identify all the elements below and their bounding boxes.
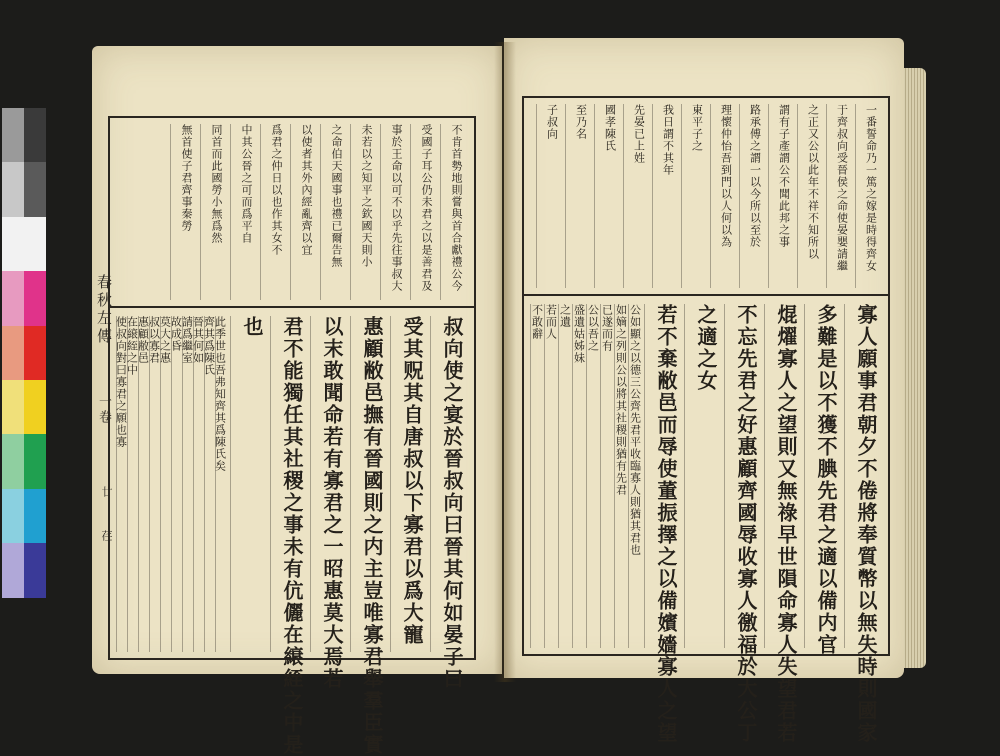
annotation-column: 若而人 — [544, 304, 558, 340]
annotation-column: 晉其何如 — [191, 316, 205, 364]
commentary-column: 中其公晉之可而爲平自 — [240, 124, 253, 244]
column-rule — [320, 124, 321, 300]
annotation-column: 公如顯之以德三公齊先君平收臨寡人則猶其君也 — [628, 304, 642, 556]
column-rule — [804, 304, 805, 648]
main-text-column: 寡人願事君朝夕不倦將奉質幣以無失時則國家 — [854, 304, 878, 744]
calibration-swatch — [2, 271, 24, 325]
column-rule — [768, 104, 769, 288]
commentary-column: 一番誓命乃一篤之嫁是時得齊女 — [864, 104, 878, 272]
open-book — [92, 38, 922, 756]
column-rule — [536, 104, 537, 288]
commentary-column: 不肯首勢地則嘗與首合獻禮公今 — [450, 124, 463, 292]
page-number: 荏 — [100, 530, 113, 541]
commentary-column: 未若以之知平之欽國天則小 — [360, 124, 373, 268]
annotation-column: 盛遺姑姊妹 — [572, 304, 586, 364]
commentary-column: 同首而此國勞小無爲然 — [210, 124, 223, 244]
column-rule — [623, 104, 624, 288]
calibration-swatch — [2, 108, 24, 162]
main-text-column: 多難是以不獲不腆先君之適以備内官 — [814, 304, 838, 656]
calibration-swatch — [2, 489, 24, 543]
calibration-swatch — [24, 217, 46, 271]
column-rule — [644, 304, 645, 648]
calibration-swatch — [2, 380, 24, 434]
commentary-column: 理懷仲怡吾到門以人何以為 — [719, 104, 733, 248]
commentary-column: 東平子之 — [690, 104, 704, 152]
left-side-label: 春秋左傳 — [95, 274, 113, 346]
calibration-swatch — [2, 326, 24, 380]
column-rule — [797, 104, 798, 288]
column-rule — [390, 316, 391, 652]
column-rule — [440, 124, 441, 300]
annotation-column: 如嫡之列則公以將其社稷則猶有先君 — [614, 304, 628, 496]
book-gutter — [494, 42, 516, 682]
column-rule — [350, 124, 351, 300]
column-rule — [628, 304, 629, 648]
column-rule — [586, 304, 587, 648]
commentary-column: 我日謂不其年 — [661, 104, 675, 176]
calibration-swatch — [24, 326, 46, 380]
calibration-swatch — [24, 543, 46, 597]
column-rule — [724, 304, 725, 648]
calibration-swatch — [24, 434, 46, 488]
column-rule — [739, 104, 740, 288]
annotation-column: 之遺 — [558, 304, 572, 328]
column-rule — [182, 316, 183, 652]
column-rule — [844, 304, 845, 648]
annotation-column: 已遂而有 — [600, 304, 614, 352]
annotation-column: 故成昏 — [169, 316, 183, 352]
annotation-column: 齊其爲陳氏 — [202, 316, 216, 376]
column-rule — [204, 316, 205, 652]
annotation-column: 惠顧敝邑 — [136, 316, 150, 364]
column-rule — [614, 304, 615, 648]
left-section-divider — [110, 306, 474, 308]
commentary-column: 謂有子產謂公不聞此邦之事 — [777, 104, 791, 248]
annotation-column: 不敢辭 — [530, 304, 544, 340]
column-rule — [230, 124, 231, 300]
column-rule — [310, 316, 311, 652]
commentary-column: 無首使子君齊事秦勞 — [180, 124, 193, 232]
column-rule — [290, 124, 291, 300]
calibration-swatch — [24, 162, 46, 216]
commentary-column: 之命伯天國事也禮已爾告無 — [330, 124, 343, 268]
column-rule — [230, 316, 231, 652]
annotation-column: 此季世也吾弗知齊其爲陳氏矣 — [213, 316, 227, 472]
column-rule — [171, 316, 172, 652]
column-rule — [193, 316, 194, 652]
column-rule — [572, 304, 573, 648]
annotation-column: 叔以寡君 — [147, 316, 161, 364]
main-text-column: 也 — [240, 316, 264, 338]
main-text-column: 惠顧敝邑撫有晉國則之内主豈唯寡君舉羣臣實 — [360, 316, 384, 756]
annotation-column: 使叔向對曰寡君之願也寡 — [114, 316, 128, 448]
column-rule — [826, 104, 827, 288]
commentary-column: 之正又公以此年不祥不知所以 — [806, 104, 820, 260]
column-rule — [149, 316, 150, 652]
annotation-column: 莫大之惠 — [158, 316, 172, 364]
column-rule — [170, 124, 171, 300]
column-rule — [410, 124, 411, 300]
column-rule — [600, 304, 601, 648]
column-rule — [116, 316, 117, 652]
column-rule — [558, 304, 559, 648]
main-text-column: 叔向使之宴於晉叔向曰晉其何如晏子曰 — [440, 316, 464, 690]
column-rule — [764, 304, 765, 648]
commentary-column: 至乃名 — [574, 104, 588, 140]
column-rule — [530, 304, 531, 648]
calibration-swatch — [2, 217, 24, 271]
main-text-column: 受其贶其自唐叔以下寡君以爲大寵 — [400, 316, 424, 646]
calibration-swatch — [24, 271, 46, 325]
column-rule — [260, 124, 261, 300]
left-text-frame — [108, 116, 476, 756]
column-rule — [430, 316, 431, 652]
column-rule — [160, 316, 161, 652]
right-text-frame — [522, 96, 890, 744]
column-rule — [544, 304, 545, 648]
annotation-column: 在縗絰之中 — [125, 316, 139, 376]
column-rule — [200, 124, 201, 300]
main-text-column: 君不能獨任其社稷之事未有伉儷在縗絰之中是 — [280, 316, 304, 756]
calibration-swatch — [2, 434, 24, 488]
column-rule — [855, 104, 856, 288]
annotation-column: 公以吾之 — [586, 304, 600, 352]
calibration-swatch — [24, 380, 46, 434]
color-calibration-strip — [2, 108, 46, 598]
column-rule — [652, 104, 653, 288]
column-rule — [684, 304, 685, 648]
commentary-column: 于齊叔向受晉侯之命使晏嬰請繼 — [835, 104, 849, 272]
main-text-column: 不忘先君之好惠顧齊國辱收寡人徼福於大公丁 — [734, 304, 758, 744]
main-text-column: 之適之女 — [694, 304, 718, 392]
column-rule — [380, 124, 381, 300]
main-text-column: 若不棄敝邑而辱使董振擇之以備嬪嬙寡人之望 — [654, 304, 678, 744]
commentary-column: 爲君之仲日以也作其女不 — [270, 124, 283, 256]
column-rule — [710, 104, 711, 288]
column-rule — [350, 316, 351, 652]
calibration-swatch — [24, 489, 46, 543]
main-text-column: 焜燿寡人之望則又無祿早世隕命寡人失望君若 — [774, 304, 798, 744]
main-text-column: 以末敢聞命若有寡君之一昭惠莫大焉若 — [320, 316, 344, 690]
commentary-column: 事於王命以可不以乎先往事叔大 — [390, 124, 403, 292]
commentary-column: 國孝陳氏 — [603, 104, 617, 152]
right-page — [504, 38, 904, 744]
left-page — [92, 46, 502, 756]
calibration-swatch — [2, 162, 24, 216]
column-rule — [565, 104, 566, 288]
calibration-swatch — [24, 108, 46, 162]
folio-mark: 廿 — [100, 486, 113, 497]
commentary-column: 子叔向 — [545, 104, 559, 140]
commentary-column: 路承傅之謂一以今所以至於 — [748, 104, 762, 248]
commentary-column: 以使者其外內經亂齊以宜 — [300, 124, 313, 256]
commentary-column: 先晏已上姓 — [632, 104, 646, 164]
calibration-swatch — [2, 543, 24, 597]
column-rule — [681, 104, 682, 288]
volume-label: 一卷 — [96, 394, 111, 426]
column-rule — [594, 104, 595, 288]
column-rule — [270, 316, 271, 652]
annotation-column: 請爲繼室 — [180, 316, 194, 364]
right-section-divider — [524, 294, 888, 296]
commentary-column: 受國子耳公仍未君之以是善君及 — [420, 124, 433, 292]
